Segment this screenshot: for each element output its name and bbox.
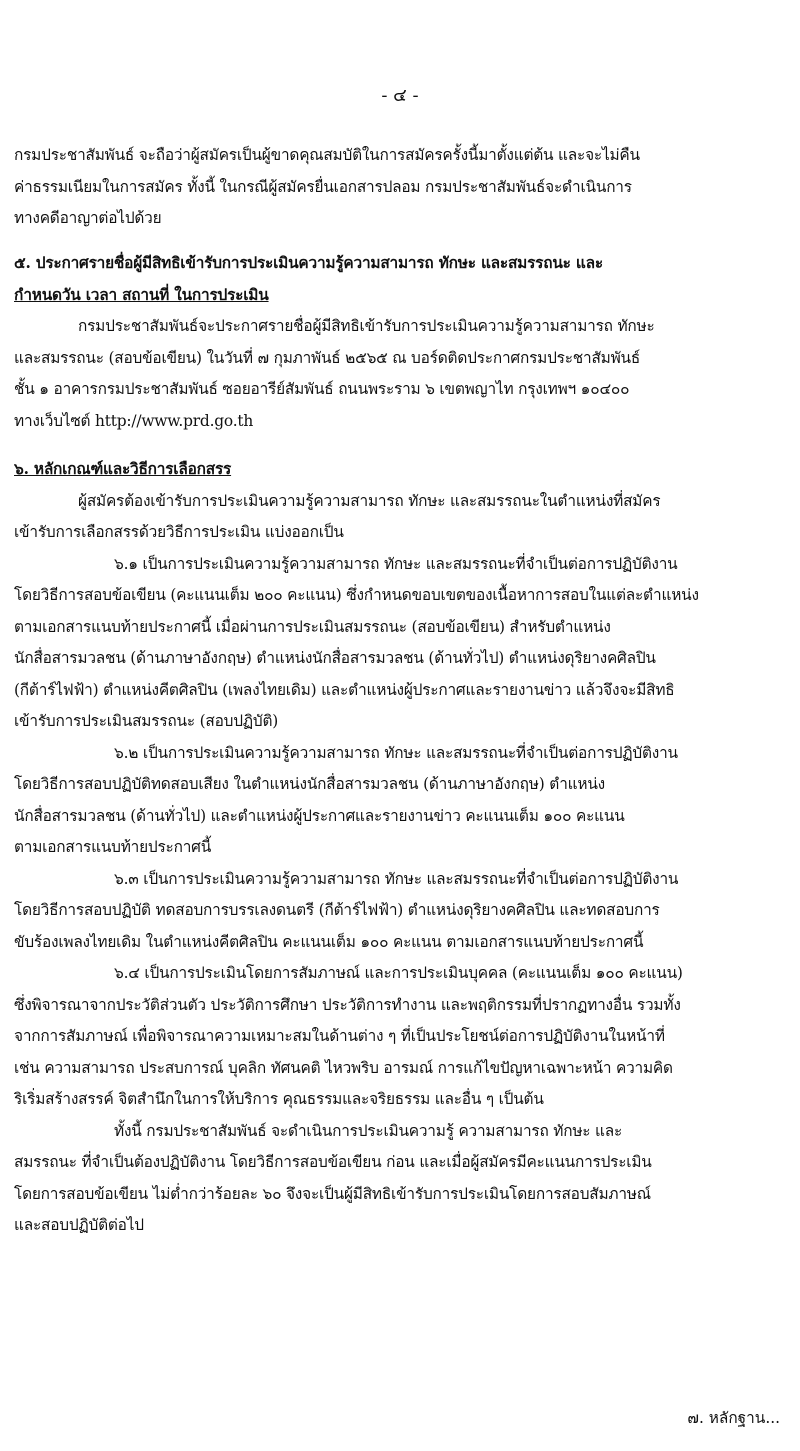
item-6-4-line: ริเริ่มสร้างสรรค์ จิตสำนึกในการให้บริการ คุณธรรมและจริยธรรม และอื่น ๆ เป็นต้น <box>14 1090 544 1108</box>
item-6-4-line: ๖.๔ เป็นการประเมินโดยการสัมภาษณ์ และการประเมินบุคคล (คะแนนเต็ม ๑๐๐ คะแนน) <box>114 964 683 982</box>
item-6-4-line: ซึ่งพิจารณาจากประวัติส่วนตัว ประวัติการศึกษา ประวัติการทำงาน และพฤติกรรมที่ปรากฏทางอื่น รวมทั้ง <box>14 995 681 1014</box>
item-6-1-line: โดยวิธีการสอบข้อเขียน (คะแนนเต็ม ๒๐๐ คะแนน) ซึ่งกำหนดขอบเขตของเนื้อหาการสอบในแต่ละตำแหน่ง <box>14 586 699 604</box>
section-6 <box>14 454 786 1242</box>
section-6-heading: ๖. หลักเกณฑ์และวิธีการเลือกสรร <box>14 460 232 478</box>
intro-paragraph <box>14 140 786 235</box>
section-5 <box>14 248 786 437</box>
closing-line: สมรรถนะ ที่จำเป็นต้องปฏิบัติงาน โดยวิธีการสอบข้อเขียน ก่อน และเมื่อผู้สมัครมีคะแนนการประเมิน <box>14 1153 652 1171</box>
item-6-3-line: ๖.๓ เป็นการประเมินความรู้ความสามารถ ทักษะ และสมรรถนะที่จำเป็นต่อการปฏิบัติงาน <box>114 869 679 888</box>
section-5-heading: ๕. ประกาศรายชื่อผู้มีสิทธิเข้ารับการประเมินความรู้ความสามารถ ทักษะ และสมรรถนะ และ <box>14 254 603 272</box>
text-line: กรมประชาสัมพันธ์ จะถือว่าผู้สมัครเป็นผู้ขาดคุณสมบัติในการสมัครครั้งนี้มาตั้งแต่ต้น และจะไม่คืน <box>14 146 640 164</box>
item-6-3-line: โดยวิธีการสอบปฏิบัติ ทดสอบการบรรเลงดนตรี (กีต้าร์ไฟฟ้า) ตำแหน่งดุริยางคศิลปิน และทดสอบการ <box>14 901 660 919</box>
item-6-1-line: ๖.๑ เป็นการประเมินความรู้ความสามารถ ทักษะ และสมรรถนะที่จำเป็นต่อการปฏิบัติงาน <box>114 554 678 573</box>
section-5-heading-cont: กำหนดวัน เวลา สถานที่ ในการประเมิน <box>14 285 269 304</box>
item-6-1-line: (กีต้าร์ไฟฟ้า) ตำแหน่งคีตศิลปิน (เพลงไทยเดิม) และตำแหน่งผู้ประกาศและรายงานข่าว แล้วจึงจะมีสิทธิ <box>14 680 675 699</box>
closing-line: ทั้งนี้ กรมประชาสัมพันธ์ จะดำเนินการประเมินความรู้ ความสามารถ ทักษะ และ <box>114 1121 623 1140</box>
text-line: และสมรรถนะ (สอบข้อเขียน) ในวันที่ ๗ กุมภาพันธ์ ๒๕๖๕ ณ บอร์ดติดประกาศกรมประชาสัมพันธ์ <box>14 348 641 367</box>
item-6-1-line: ตามเอกสารแนบท้ายประกาศนี้ เมื่อผ่านการประเมินสมรรถนะ (สอบข้อเขียน) สำหรับตำแหน่ง <box>14 617 611 636</box>
item-6-2-line: นักสื่อสารมวลชน (ด้านทั่วไป) และตำแหน่งผู้ประกาศและรายงานข่าว คะแนนเต็ม ๑๐๐ คะแนน <box>14 806 625 825</box>
item-6-2-line: ๖.๒ เป็นการประเมินความรู้ความสามารถ ทักษะ และสมรรถนะที่จำเป็นต่อการปฏิบัติงาน <box>114 743 678 762</box>
text-line: เข้ารับการเลือกสรรด้วยวิธีการประเมิน แบ่งออกเป็น <box>14 523 344 541</box>
text-line: ทางคดีอาญาต่อไปด้วย <box>14 209 162 227</box>
text-line: กรมประชาสัมพันธ์จะประกาศรายชื่อผู้มีสิทธิเข้ารับการประเมินความรู้ความสามารถ ทักษะ <box>78 317 655 335</box>
text-line: ทางเว็บไซต์ http://www.prd.go.th <box>14 411 254 430</box>
text-line: ชั้น ๑ อาคารกรมประชาสัมพันธ์ ซอยอารีย์สัมพันธ์ ถนนพระราม ๖ เขตพญาไท กรุงเทพฯ ๑๐๔๐๐ <box>14 380 630 398</box>
item-6-2-line: โดยวิธีการสอบปฏิบัติทดสอบเสียง ในตำแหน่งนักสื่อสารมวลชน (ด้านภาษาอังกฤษ) ตำแหน่ง <box>14 775 605 793</box>
item-6-2-line: ตามเอกสารแนบท้ายประกาศนี้ <box>14 838 212 856</box>
text-line: ค่าธรรมเนียมในการสมัคร ทั้งนี้ ในกรณีผู้สมัครยื่นเอกสารปลอม กรมประชาสัมพันธ์จะดำเนินการ <box>14 177 632 196</box>
item-6-4-line: เช่น ความสามารถ ประสบการณ์ บุคลิก ทัศนคติ ไหวพริบ อารมณ์ การแก้ไขปัญหาเฉพาะหน้า ความคิด <box>14 1058 673 1077</box>
closing-line: และสอบปฏิบัติต่อไป <box>14 1216 144 1234</box>
item-6-4-line: จากการสัมภาษณ์ เพื่อพิจารณาความเหมาะสมในด้านต่าง ๆ ที่เป็นประโยชน์ต่อการปฏิบัติงานในหน้าที่ <box>14 1027 665 1045</box>
text-line: ผู้สมัครต้องเข้ารับการประเมินความรู้ความสามารถ ทักษะ และสมรรถนะในตำแหน่งที่สมัคร <box>78 491 661 510</box>
page-number: - ๔ - <box>381 85 419 106</box>
item-6-1-line: นักสื่อสารมวลชน (ด้านภาษาอังกฤษ) ตำแหน่งนักสื่อสารมวลชน (ด้านทั่วไป) ตำแหน่งดุริยางคศิลปิน <box>14 649 656 667</box>
closing-line: โดยการสอบข้อเขียน ไม่ต่ำกว่าร้อยละ ๖๐ จึงจะเป็นผู้มีสิทธิเข้ารับการประเมินโดยการสอบสัมภาษณ์ <box>14 1184 651 1203</box>
item-6-1-line: เข้ารับการประเมินสมรรถนะ (สอบปฏิบัติ) <box>14 712 279 730</box>
continuation-note: ๗. หลักฐาน... <box>687 1409 780 1427</box>
item-6-3-line: ขับร้องเพลงไทยเดิม ในตำแหน่งคีตศิลปิน คะแนนเต็ม ๑๐๐ คะแนน ตามเอกสารแนบท้ายประกาศนี้ <box>14 932 644 951</box>
